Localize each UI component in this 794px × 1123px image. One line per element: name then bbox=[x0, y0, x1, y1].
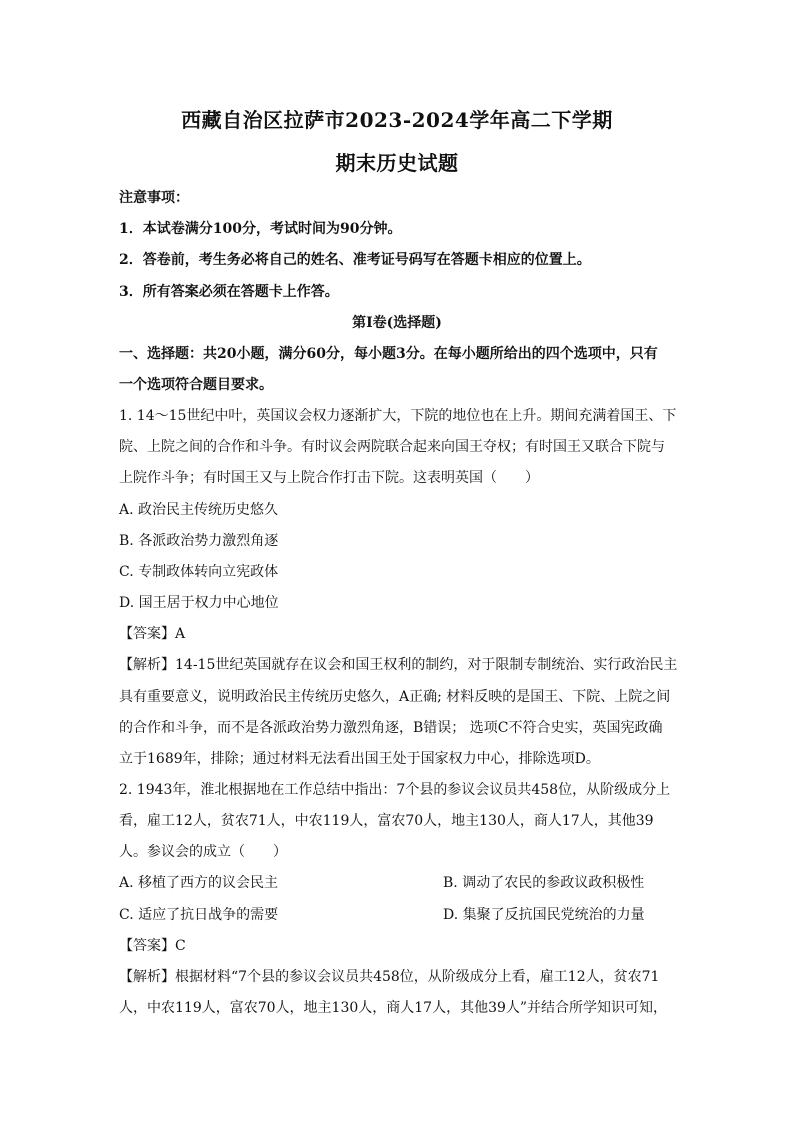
document-title-line2: 期末历史试题 bbox=[335, 151, 459, 175]
q2-option-c: C. 适应了抗日战争的需要 bbox=[119, 907, 279, 923]
q2-analysis-line-1: 【解析】根据材料“7个县的参议会议员共458位，从阶级成分上看，雇工12人，贫农71 bbox=[119, 969, 660, 985]
q2-stem-line-2: 看，雇工12人，贫农71人，中农119人，富农70人，地主130人，商人17人，其他39 bbox=[119, 813, 654, 829]
notice-heading: 注意事项： bbox=[119, 190, 189, 206]
q2-stem-line-3: 人。参议会的成立（ ） bbox=[119, 844, 287, 860]
section-title: 第I卷(选择题) bbox=[352, 315, 442, 331]
q1-option-a: A. 政治民主传统历史悠久 bbox=[119, 502, 279, 518]
q2-stem-line-1: 2. 1943年，淮北根据地在工作总结中指出：7个县的参议会议员共458位，从阶级成分上 bbox=[119, 782, 671, 798]
q1-analysis-line-1: 【解析】14-15世纪英国就存在议会和国王权利的制约，对于限制专制统治、实行政治民主 bbox=[119, 657, 678, 673]
notice-item-1: 1．本试卷满分100分，考试时间为90分钟。 bbox=[119, 221, 402, 237]
q2-analysis-line-2: 人，中农119人，富农70人，地主130人，商人17人，其他39人”并结合所学知识可知， bbox=[119, 1000, 668, 1016]
q2-option-a: A. 移植了西方的议会民主 bbox=[119, 875, 279, 891]
document-title-line1: 西藏自治区拉萨市2023-2024学年高二下学期 bbox=[181, 108, 613, 132]
notice-item-3: 3．所有答案必须在答题卡上作答。 bbox=[119, 284, 339, 300]
q1-analysis-line-4: 立于1689年，排除；通过材料无法看出国王处于国家权力中心，排除选项D。 bbox=[119, 751, 600, 767]
notice-item-2: 2．答卷前，考生务必将自己的姓名、准考证号码写在答题卡相应的位置上。 bbox=[119, 252, 591, 268]
section-instruction-line-1: 一、选择题：共20小题，满分60分，每小题3分。在每小题所给出的四个选项中，只有 bbox=[119, 346, 658, 362]
q2-answer: 【答案】C bbox=[119, 938, 186, 954]
q1-option-c: C. 专制政体转向立宪政体 bbox=[119, 564, 279, 580]
q1-answer: 【答案】A bbox=[119, 626, 186, 642]
q1-analysis-line-3: 的合作和斗争，而不是各派政治势力激烈角逐，B错误； 选项C不符合史实，英国宪政确 bbox=[119, 720, 663, 736]
q1-stem-line-1: 1. 14～15世纪中叶，英国议会权力逐渐扩大，下院的地位也在上升。期间充满着国王、下 bbox=[119, 408, 677, 424]
q1-option-b: B. 各派政治势力激烈角逐 bbox=[119, 533, 279, 549]
q2-option-b: B. 调动了农民的参政议政积极性 bbox=[443, 875, 645, 891]
q1-stem-line-2: 院、上院之间的合作和斗争。有时议会两院联合起来向国王夺权；有时国王又联合下院与 bbox=[119, 439, 665, 455]
section-instruction-line-2: 一个选项符合题目要求。 bbox=[119, 377, 273, 393]
q2-option-d: D. 集聚了反抗国民党统治的力量 bbox=[443, 907, 645, 923]
q1-option-d: D. 国王居于权力中心地位 bbox=[119, 595, 279, 611]
q1-analysis-line-2: 具有重要意义，说明政治民主传统历史悠久，A正确; 材料反映的是国王、下院、上院之间 bbox=[119, 689, 671, 705]
q1-stem-line-3: 上院作斗争；有时国王又与上院合作打击下院。这表明英国（ ） bbox=[119, 470, 539, 486]
